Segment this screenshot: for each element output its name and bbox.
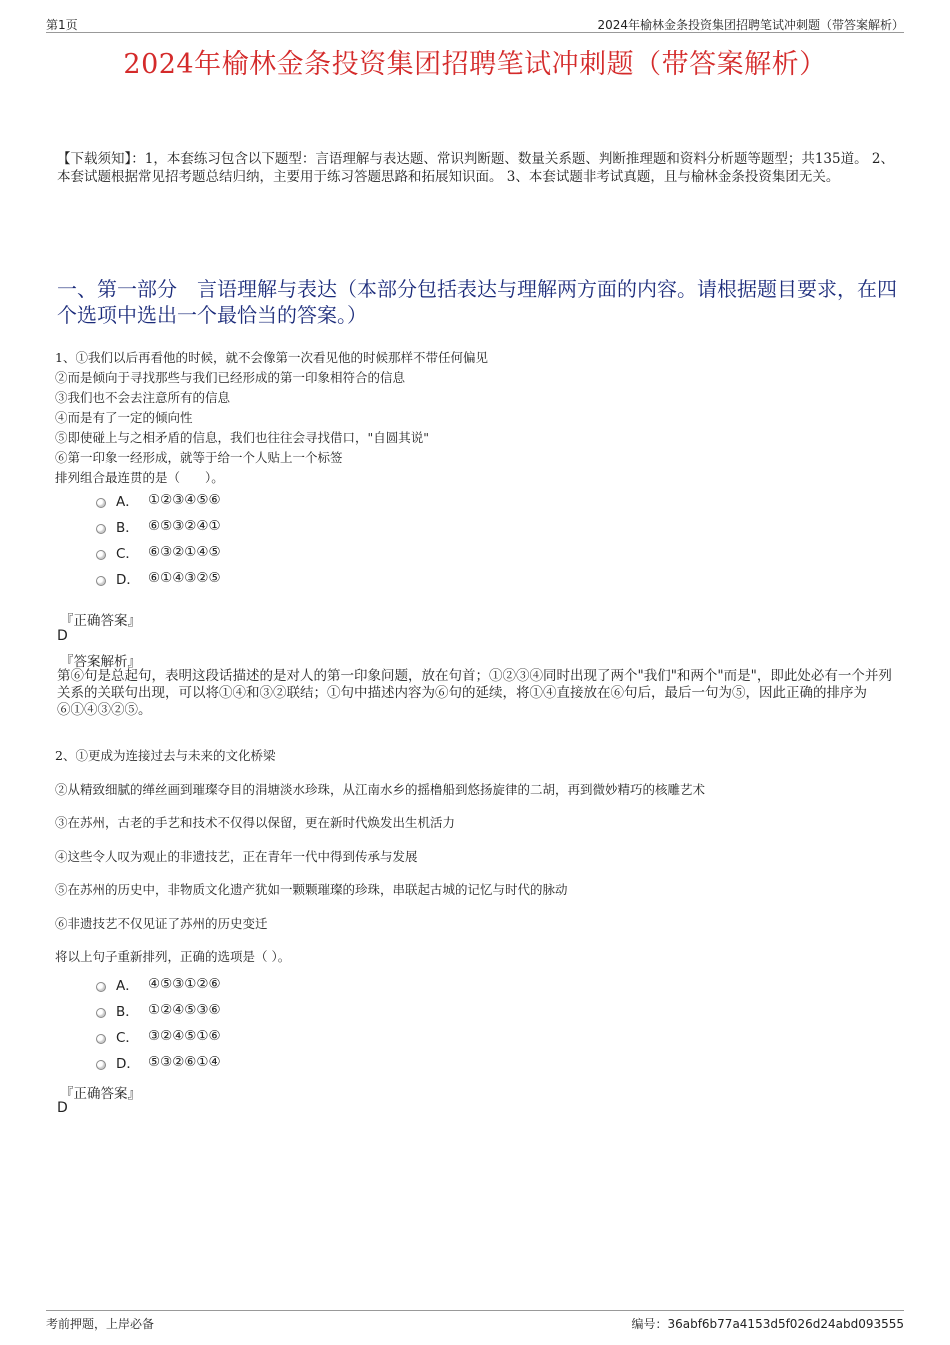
radio-icon[interactable] xyxy=(96,1060,106,1070)
answer-label: 『正确答案』 xyxy=(60,1086,141,1102)
question-1-options xyxy=(96,487,221,591)
download-notice: 【下载须知】：1，本套练习包含以下题型：言语理解与表达题、常识判断题、数量关系题、判断推理题和资料分析题等题型；共135道。 2、本套试题根据常见招考题总结归纳，主要用于练习答题思路和拓展知识面。 3、本套试题非考试真题，且与榆林金条投资集团无关。 xyxy=(57,151,894,185)
radio-icon[interactable] xyxy=(96,550,106,560)
question-2-stem xyxy=(55,739,905,974)
radio-icon[interactable] xyxy=(96,1034,106,1044)
option-d[interactable]: D． ⑤③②⑥①④ xyxy=(96,1049,221,1075)
page-number: 第1页 xyxy=(46,18,78,32)
question-line: ④这些令人叹为观止的非遗技艺，正在青年一代中得到传承与发展 xyxy=(55,848,418,864)
radio-icon[interactable] xyxy=(96,498,106,508)
radio-icon[interactable] xyxy=(96,576,106,586)
question-line: 排列组合最连贯的是（ ）。 xyxy=(55,470,224,485)
question-line: 2、①更成为连接过去与未来的文化桥梁 xyxy=(55,748,276,763)
answer-value: D xyxy=(57,1100,68,1116)
question-line: ③在苏州，古老的手艺和技术不仅得以保留，更在新时代焕发出生机活力 xyxy=(55,815,456,830)
option-c[interactable]: C． ⑥③②①④⑤ xyxy=(96,539,221,565)
answer-label: 『正确答案』 xyxy=(60,613,141,629)
question-line: ⑤即使碰上与之相矛盾的信息，我们也往往会寻找借口，"自圆其说" xyxy=(55,430,430,445)
section-heading: 一、第一部分 言语理解与表达（本部分包括表达与理解两方面的内容。请根据题目要求，在四个选项中选出一个最恰当的答案。） xyxy=(57,277,897,327)
question-line: ③我们也不会去注意所有的信息 xyxy=(55,390,231,405)
option-c[interactable]: C． ③②④⑤①⑥ xyxy=(96,1023,221,1049)
radio-icon[interactable] xyxy=(96,524,106,534)
option-b[interactable]: B． ①②④⑤③⑥ xyxy=(96,997,221,1023)
explanation-label: 『答案解析』 xyxy=(60,654,141,670)
question-line: ④而是有了一定的倾向性 xyxy=(55,410,193,425)
option-a[interactable]: A． ④⑤③①②⑥ xyxy=(96,971,221,997)
question-2-options xyxy=(96,971,221,1075)
page-footer xyxy=(46,1310,904,1333)
header-doc-title: 2024年榆林金条投资集团招聘笔试冲刺题（带答案解析） xyxy=(597,18,904,32)
document-title: 2024年榆林金条投资集团招聘笔试冲刺题（带答案解析） xyxy=(123,49,827,80)
question-line: ②从精致细腻的缂丝画到璀璨夺目的涓塘淡水珍珠，从江南水乡的摇橹船到悠扬旋律的二胡，再到微妙精巧的核雕艺术 xyxy=(55,781,706,797)
radio-icon[interactable] xyxy=(96,982,106,992)
option-b[interactable]: B． ⑥⑤③②④① xyxy=(96,513,221,539)
explanation-text: 第⑥句是总起句，表明这段话描述的是对人的第一印象问题，放在句首；①②③④同时出现了两个"我们"和两个"而是"，即此处必有一个并列关系的关联句出现，可以将①④和③②联结；①句中描述内容为⑥句的延续，将①④直接放在⑥句后，最后一句为⑤，因此正确的排序为⑥①④③②⑤。 xyxy=(57,668,892,718)
radio-icon[interactable] xyxy=(96,1008,106,1018)
answer-value: D xyxy=(57,628,68,644)
footer-serial: 编号：36abf6b77a4153d5f026d24abd093555 xyxy=(631,1317,904,1331)
option-a[interactable]: A． ①②③④⑤⑥ xyxy=(96,487,221,513)
footer-slogan: 考前押题，上岸必备 xyxy=(46,1317,155,1331)
question-1-stem xyxy=(55,348,905,488)
question-line: ⑤在苏州的历史中，非物质文化遗产犹如一颗颗璀璨的珍珠，串联起古城的记忆与时代的脉动 xyxy=(55,882,568,897)
option-d[interactable]: D． ⑥①④③②⑤ xyxy=(96,565,221,591)
question-line: ⑥第一印象一经形成，就等于给一个人贴上一个标签 xyxy=(55,450,343,465)
question-line: ②而是倾向于寻找那些与我们已经形成的第一印象相符合的信息 xyxy=(55,370,406,385)
question-line: ⑥非遗技艺不仅见证了苏州的历史变迁 xyxy=(55,915,268,931)
question-line: 1、①我们以后再看他的时候，就不会像第一次看见他的时候那样不带任何偏见 xyxy=(55,350,488,365)
question-line: 将以上句子重新排列，正确的选项是（ ）。 xyxy=(55,949,291,964)
page-header xyxy=(46,14,904,33)
